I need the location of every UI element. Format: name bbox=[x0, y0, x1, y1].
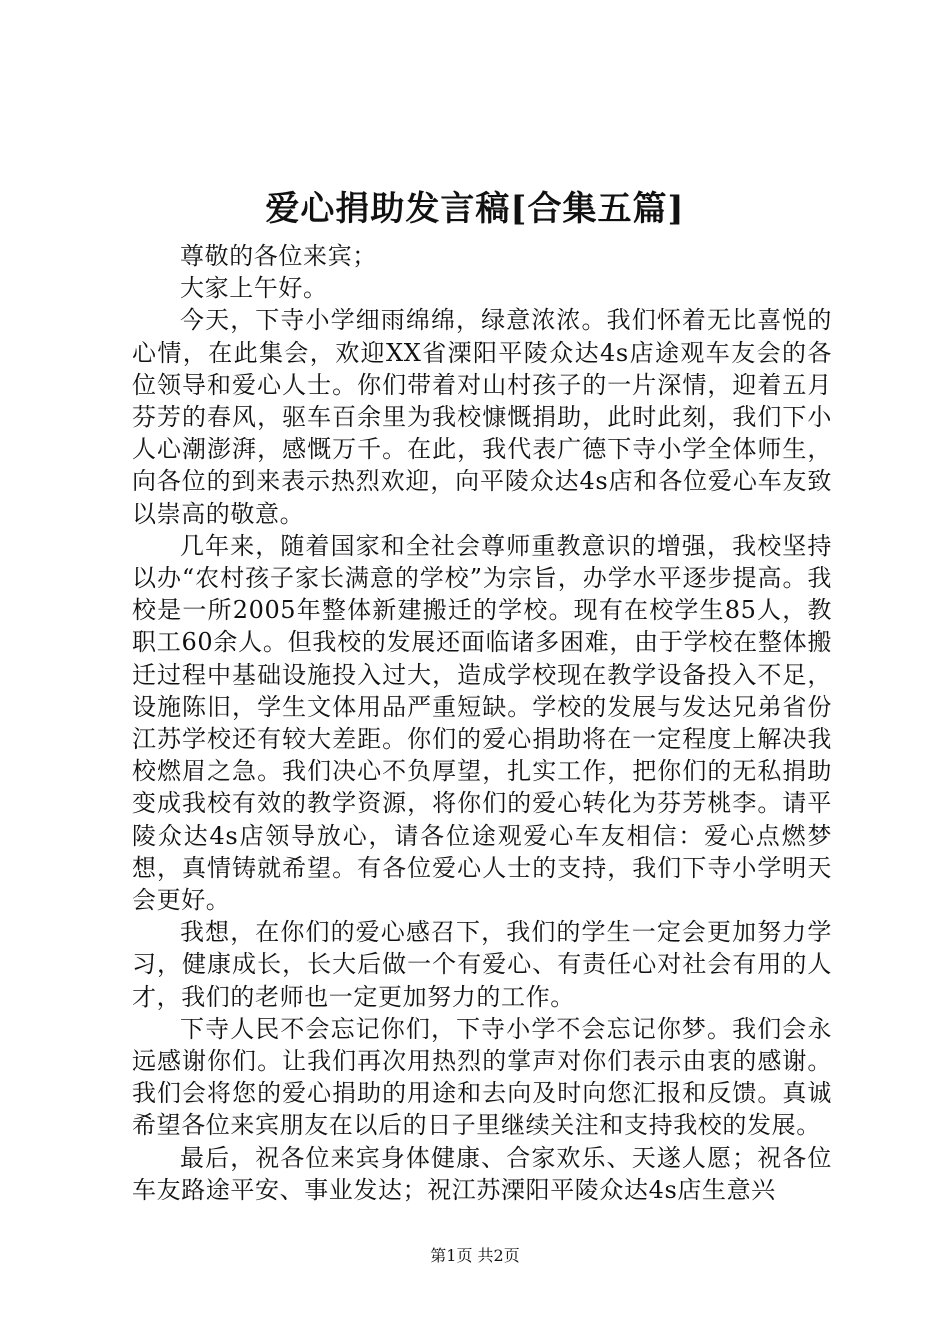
body-paragraph-school-status: 几年来，随着国家和全社会尊师重教意识的增强，我校坚持以办“农村孩子家长满意的学校”为宗旨，办学水平逐步提高。我校是一所2005年整体新建搬迁的学校。现有在校学生85人，教职工60余人。但我校的发展还面临诸多困难，由于学校在整体搬迁过程中基础设施投入过大，造成学校现在教学设备投入不足，设施陈旧，学生文体用品严重短缺。学校的发展与发达兄弟省份江苏学校还有较大差距。你们的爱心捐助将在一定程度上解决我校燃眉之急。我们决心不负厚望，扎实工作，把你们的无私捐助变成我校有效的教学资源，将你们的爱心转化为芬芳桃李。请平陵众达4s店领导放心，请各位途观爱心车友相信：爱心点燃梦想，真情铸就希望。有各位爱心人士的支持，我们下寺小学明天会更好。 bbox=[132, 531, 832, 915]
body-paragraph-thanks: 下寺人民不会忘记你们，下寺小学不会忘记你梦。我们会永远感谢你们。让我们再次用热烈的掌声对你们表示由衷的感谢。我们会将您的爱心捐助的用途和去向及时向您汇报和反馈。真诚希望各位来宾朋友在以后的日子里继续关注和支持我校的发展。 bbox=[132, 1014, 832, 1140]
document-title: 爱心捐助发言稿[合集五篇] bbox=[265, 189, 685, 229]
body-paragraph-pledge: 我想，在你们的爱心感召下，我们的学生一定会更加努力学习，健康成长，长大后做一个有爱心、有责任心对社会有用的人才，我们的老师也一定更加努力的工作。 bbox=[132, 918, 832, 1011]
document-body bbox=[132, 240, 832, 1206]
body-paragraph-welcome: 今天，下寺小学细雨绵绵，绿意浓浓。我们怀着无比喜悦的心情，在此集会，欢迎XX省溧阳平陵众达4s店途观车友会的各位领导和爱心人士。你们带着对山村孩子的一片深情，迎着五月芬芳的春风，驱车百余里为我校慷慨捐助，此时此刻，我们下小人心潮澎湃，感慨万千。在此，我代表广德下寺小学全体师生，向各位的到来表示热烈欢迎，向平陵众达4s店和各位爱心车友致以崇高的敬意。 bbox=[132, 306, 832, 528]
page-number: 第1页 共2页 bbox=[430, 1246, 520, 1265]
greeting: 大家上午好。 bbox=[180, 274, 328, 303]
salutation: 尊敬的各位来宾； bbox=[180, 242, 377, 270]
body-paragraph-closing: 最后，祝各位来宾身体健康、合家欢乐、天遂人愿；祝各位车友路途平安、事业发达；祝江苏溧阳平陵众达4s店生意兴 bbox=[132, 1143, 832, 1204]
